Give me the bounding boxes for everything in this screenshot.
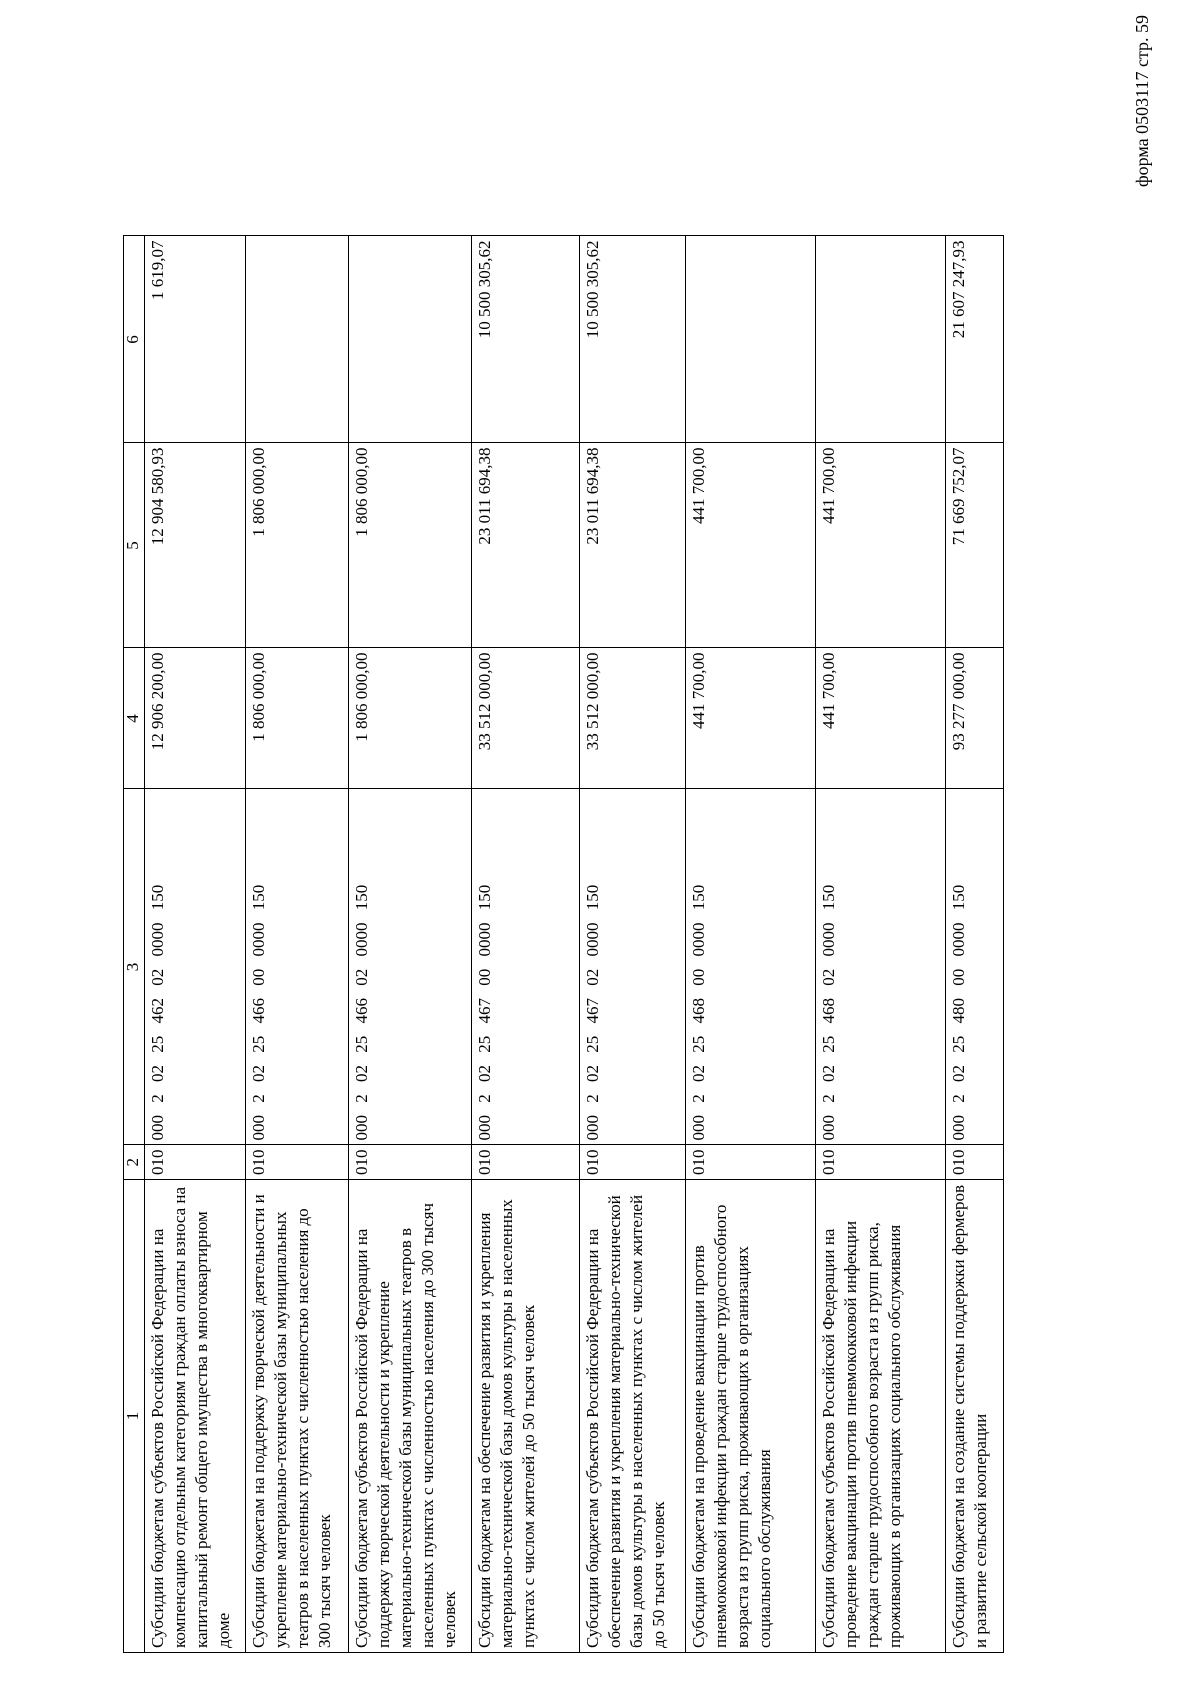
approved-amount: 12 906 200,00 [145,648,246,789]
table-row [580,236,686,1653]
unexecuted-amount [816,236,946,443]
table-row [349,236,472,1653]
column-number-row [124,236,145,1653]
executed-amount: 71 669 752,07 [946,443,1004,648]
row-name: Субсидии бюджетам на поддержку творческой деятельности и укрепление материально-технической базы муниципальных театров в населенных пунктах с численностью населения до 300 тысяч человек [246,1180,349,1653]
table-row [816,236,946,1653]
budget-classification-code: 000 2 02 25 466 00 0000 150 [246,789,349,1145]
line-code: 010 [145,1145,246,1180]
approved-amount: 1 806 000,00 [349,648,472,789]
budget-classification-code: 000 2 02 25 480 00 0000 150 [946,789,1004,1145]
row-name: Субсидии бюджетам субъектов Российской Федерации на обеспечение развития и укрепления материально-технической базы домов культуры в населенных пунктах с числом жителей до 50 тысяч человек [580,1180,686,1653]
table-row [686,236,816,1653]
budget-classification-code: 000 2 02 25 468 02 0000 150 [816,789,946,1145]
unexecuted-amount [686,236,816,443]
executed-amount: 12 904 580,93 [145,443,246,648]
row-name: Субсидии бюджетам на обеспечение развития и укрепления материально-технической базы домов культуры в населенных пунктах с числом жителей до 50 тысяч человек [472,1180,580,1653]
budget-classification-code: 000 2 02 25 468 00 0000 150 [686,789,816,1145]
row-name: Субсидии бюджетам субъектов Российской Федерации на проведение вакцинации против пневмококковой инфекции граждан старше трудоспособного возраста из групп риска, проживающих в организациях социального обслуживания [816,1180,946,1653]
row-name: Субсидии бюджетам субъектов Российской Федерации на компенсацию отдельным категориям граждан оплаты взноса на капитальный ремонт общего имущества в многоквартирном доме [145,1180,246,1653]
column-number: 3 [124,789,145,1145]
executed-amount: 1 806 000,00 [349,443,472,648]
executed-amount: 23 011 694,38 [580,443,686,648]
line-code: 010 [349,1145,472,1180]
table-row [946,236,1004,1653]
unexecuted-amount: 21 607 247,93 [946,236,1004,443]
unexecuted-amount: 10 500 305,62 [580,236,686,443]
line-code: 010 [946,1145,1004,1180]
executed-amount: 1 806 000,00 [246,443,349,648]
row-name: Субсидии бюджетам субъектов Российской Федерации на поддержку творческой деятельности и укрепление материально-технической базы муниципальных театров в населенных пунктах с численностью населения до 300 тысяч человек [349,1180,472,1653]
unexecuted-amount [246,236,349,443]
executed-amount: 441 700,00 [686,443,816,648]
unexecuted-amount: 1 619,07 [145,236,246,443]
budget-classification-code: 000 2 02 25 467 00 0000 150 [472,789,580,1145]
unexecuted-amount: 10 500 305,62 [472,236,580,443]
column-number: 2 [124,1145,145,1180]
approved-amount: 1 806 000,00 [246,648,349,789]
line-code: 010 [246,1145,349,1180]
column-number: 4 [124,648,145,789]
executed-amount: 23 011 694,38 [472,443,580,648]
budget-classification-code: 000 2 02 25 462 02 0000 150 [145,789,246,1145]
table-row [246,236,349,1653]
executed-amount: 441 700,00 [816,443,946,648]
line-code: 010 [472,1145,580,1180]
table-row [472,236,580,1653]
line-code: 010 [816,1145,946,1180]
approved-amount: 441 700,00 [686,648,816,789]
approved-amount: 33 512 000,00 [472,648,580,789]
column-number: 6 [124,236,145,443]
column-number: 5 [124,443,145,648]
line-code: 010 [580,1145,686,1180]
budget-classification-code: 000 2 02 25 466 02 0000 150 [349,789,472,1145]
table-row [145,236,246,1653]
approved-amount: 441 700,00 [816,648,946,789]
row-name: Субсидии бюджетам на проведение вакцинации против пневмококковой инфекции граждан старше трудоспособного возраста из групп риска, проживающих в организациях социального обслуживания [686,1180,816,1653]
row-name: Субсидии бюджетам на создание системы поддержки фермеров и развитие сельской кооперации [946,1180,1004,1653]
budget-report-table [123,236,1004,1654]
form-page-label: форма 0503117 стр. 59 [1132,14,1152,187]
approved-amount: 33 512 000,00 [580,648,686,789]
approved-amount: 93 277 000,00 [946,648,1004,789]
column-number: 1 [124,1180,145,1653]
budget-classification-code: 000 2 02 25 467 02 0000 150 [580,789,686,1145]
unexecuted-amount [349,236,472,443]
line-code: 010 [686,1145,816,1180]
